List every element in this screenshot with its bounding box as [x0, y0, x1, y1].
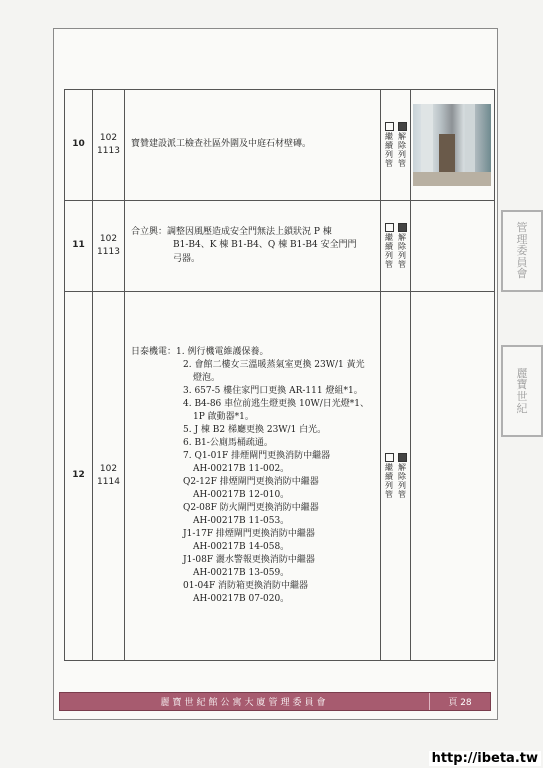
- status-char: 除: [398, 471, 406, 481]
- checkbox-icon[interactable]: [398, 122, 407, 131]
- checkbox-icon[interactable]: [385, 453, 394, 462]
- row-date: [93, 90, 125, 201]
- status-char: 續: [385, 140, 393, 150]
- status-char: 續: [385, 241, 393, 251]
- checkbox-icon[interactable]: [385, 122, 394, 131]
- status-char: 管: [385, 490, 393, 500]
- footer-bar: [59, 692, 491, 711]
- row-status: [381, 90, 411, 201]
- description-line: 2. 會館二樓女三溫暖蒸氣室更換 23W/1 黃光: [183, 359, 365, 370]
- status-char: 續: [385, 471, 393, 481]
- description-line: 燈泡。: [193, 372, 221, 383]
- page-number: 頁 28: [429, 693, 490, 710]
- date-year: 102: [99, 132, 118, 143]
- description-line: B1-B4、K 棟 B1-B4、Q 棟 B1-B4 安全門門: [173, 240, 357, 251]
- watermark-url: http://ibeta.tw: [429, 751, 541, 766]
- description-line: AH-00217B 13-059。: [193, 568, 290, 579]
- row-description: [125, 201, 381, 292]
- checkbox-icon[interactable]: [385, 223, 394, 232]
- row-number: 11: [65, 201, 93, 292]
- status-continue-option[interactable]: [385, 122, 394, 169]
- description-line: AH-00217B 11-053。: [193, 516, 290, 527]
- description-line: AH-00217B 11-002。: [193, 463, 290, 474]
- row-photo-cell: [411, 292, 495, 661]
- table-row: [65, 90, 495, 201]
- date-monthday: 1114: [97, 477, 120, 487]
- status-char: 除: [398, 241, 406, 251]
- date-year: 102: [99, 463, 118, 474]
- description-line: 寶贊建設派工檢查社區外圍及中庭石材壁磚。: [131, 139, 312, 150]
- status-char: 列: [385, 251, 393, 260]
- description-line: 3. 657-5 樓住家門口更換 AR-111 燈組*1。: [183, 385, 363, 396]
- seal-stamp-2: 麗 寶 世 紀: [501, 345, 543, 437]
- status-char: 管: [385, 159, 393, 169]
- status-char: 列: [385, 481, 393, 490]
- status-char: 管: [398, 260, 406, 270]
- row-status: [381, 201, 411, 292]
- description-line: 5. J 棟 B2 梯廳更換 23W/1 白光。: [183, 424, 327, 435]
- row-number: 10: [65, 90, 93, 201]
- row-description: [125, 292, 381, 661]
- checkbox-icon[interactable]: [398, 223, 407, 232]
- row-photo-cell: [411, 201, 495, 292]
- row-date: [93, 201, 125, 292]
- status-char: 繼: [385, 462, 393, 472]
- description-line: AH-00217B 14-058。: [193, 542, 290, 553]
- status-char: 列: [398, 150, 406, 159]
- work-log-table: [64, 89, 495, 661]
- row-photo-cell: [411, 90, 495, 201]
- status-char: 解: [398, 232, 406, 242]
- description-line: 6. B1-公廁馬桶疏通。: [183, 437, 273, 448]
- status-char: 列: [398, 251, 406, 260]
- row-number: 12: [65, 292, 93, 661]
- seal-stamp: 管 理 委 員 會: [501, 210, 543, 292]
- status-release-option[interactable]: [398, 453, 407, 500]
- description-line: AH-00217B 07-020。: [193, 594, 290, 605]
- status-char: 列: [385, 150, 393, 159]
- status-char: 列: [398, 481, 406, 490]
- status-release-option[interactable]: [398, 223, 407, 270]
- status-char: 管: [398, 159, 406, 169]
- status-char: 繼: [385, 232, 393, 242]
- description-line: Q2-08F 防火閘門更換消防中繼器: [183, 503, 319, 514]
- description-line: 7. Q1-01F 排煙閘門更換消防中繼器: [183, 450, 331, 461]
- footer-organization: 麗寶世紀館公寓大廈管理委員會: [160, 698, 329, 708]
- description-line: Q2-12F 排煙閘門更換消防中繼器: [183, 477, 319, 487]
- description-line: 日泰機電：1. 例行機電維護保養。: [131, 346, 269, 357]
- status-char: 解: [398, 131, 406, 141]
- description-line: 01-04F 消防箱更換消防中繼器: [183, 581, 309, 592]
- date-year: 102: [99, 233, 118, 244]
- status-char: 管: [385, 260, 393, 270]
- table-row: [65, 201, 495, 292]
- description-line: J1-08F 灑水警報更換消防中繼器: [183, 555, 315, 566]
- inspection-photo: [413, 104, 491, 186]
- date-monthday: 1113: [97, 247, 120, 257]
- status-continue-option[interactable]: [385, 453, 394, 500]
- description-line: 弓器。: [173, 253, 201, 264]
- row-date: [93, 292, 125, 661]
- status-char: 除: [398, 140, 406, 150]
- status-char: 解: [398, 462, 406, 472]
- table-row: [65, 292, 495, 661]
- row-description: [125, 90, 381, 201]
- description-line: 合立興：調整因風壓造成安全門無法上鎖狀況 P 棟: [131, 227, 332, 238]
- description-line: AH-00217B 12-010。: [193, 490, 290, 501]
- status-char: 管: [398, 490, 406, 500]
- status-continue-option[interactable]: [385, 223, 394, 270]
- description-line: 1P 啟動器*1。: [193, 411, 254, 422]
- status-char: 繼: [385, 131, 393, 141]
- description-line: J1-17F 排煙閘門更換消防中繼器: [183, 529, 315, 540]
- description-line: 4. B4-86 車位前逃生燈更換 10W/日光燈*1、: [183, 398, 369, 409]
- checkbox-icon[interactable]: [398, 453, 407, 462]
- status-release-option[interactable]: [398, 122, 407, 169]
- date-monthday: 1113: [97, 146, 120, 156]
- row-status: [381, 292, 411, 661]
